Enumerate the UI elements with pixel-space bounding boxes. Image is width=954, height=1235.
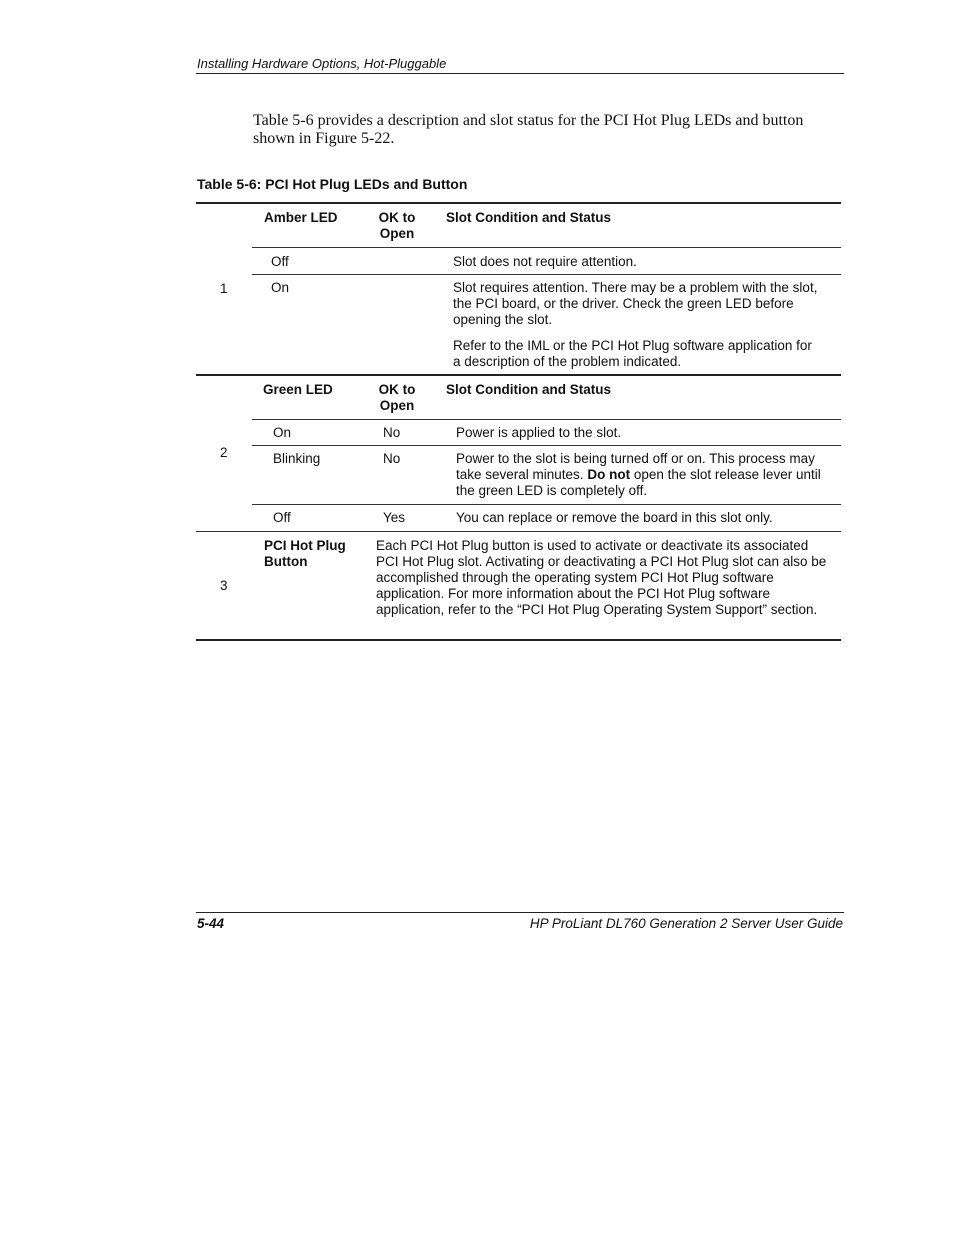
slot-condition-header: Slot Condition and Status: [446, 382, 611, 397]
running-header: Installing Hardware Options, Hot-Pluggable: [197, 56, 447, 71]
slot-status: Slot requires attention. There may be a problem with the slot, the PCI board, or the driver. Check the green LED before opening the slot.: [453, 280, 818, 327]
ok-to-open-header: OK to Open: [378, 210, 416, 241]
table-caption: Table 5-6: PCI Hot Plug LEDs and Button: [197, 176, 468, 192]
footer-rule: [196, 912, 844, 913]
section-number: 1: [220, 281, 228, 296]
slot-status: Power to the slot is being turned off or on. This process may take several minutes. Do not open the slot release lever until the green LED is completely off.: [456, 451, 821, 498]
slot-status: You can replace or remove the board in this slot only.: [456, 510, 773, 525]
green-led-header: Green LED: [263, 382, 333, 397]
do-not-emphasis: Do not: [587, 467, 631, 482]
pci-hot-plug-button-description: Each PCI Hot Plug button is used to activate or deactivate its associated PCI Hot Plug slot. Activating or deactivating a PCI Hot Plug slot can also be accomplished through the operating system PCI Hot Plug software application. For more information about the PCI Hot Plug software application, refer to the “PCI Hot Plug Operating System Support” section.: [376, 538, 827, 617]
section-number: 2: [220, 445, 228, 460]
section-rule: [196, 374, 841, 376]
led-state: On: [271, 280, 290, 295]
slot-status: Power is applied to the slot.: [456, 425, 622, 440]
section-rule: [196, 531, 841, 532]
ok-to-open-value: Yes: [383, 510, 406, 525]
header-rule: [196, 73, 844, 74]
row-divider: [252, 504, 841, 505]
table-bottom-rule: [196, 639, 841, 641]
book-title: HP ProLiant DL760 Generation 2 Server User Guide: [529, 916, 843, 931]
led-state: Blinking: [273, 451, 321, 466]
amber-led-header: Amber LED: [264, 210, 338, 225]
ok-to-open-value: No: [383, 425, 401, 440]
slot-status: Slot does not require attention.: [453, 254, 637, 269]
section-number: 3: [220, 578, 228, 593]
row-divider: [252, 419, 841, 420]
row-divider: [252, 274, 841, 275]
ok-to-open-value: No: [383, 451, 401, 466]
table-top-rule: [196, 202, 841, 204]
led-state: On: [273, 425, 292, 440]
pci-hot-plug-button-label: PCI Hot Plug Button: [264, 538, 346, 569]
row-divider: [252, 247, 841, 248]
led-state: Off: [273, 510, 291, 525]
row-divider: [252, 445, 841, 446]
page-number: 5-44: [197, 916, 225, 931]
led-state: Off: [271, 254, 289, 269]
slot-status-note: Refer to the IML or the PCI Hot Plug software application for a description of the problem indicated.: [453, 338, 812, 369]
slot-condition-header: Slot Condition and Status: [446, 210, 611, 225]
intro-paragraph: Table 5-6 provides a description and slot status for the PCI Hot Plug LEDs and button shown in Figure 5-22.: [253, 112, 804, 147]
ok-to-open-header: OK to Open: [378, 382, 416, 413]
